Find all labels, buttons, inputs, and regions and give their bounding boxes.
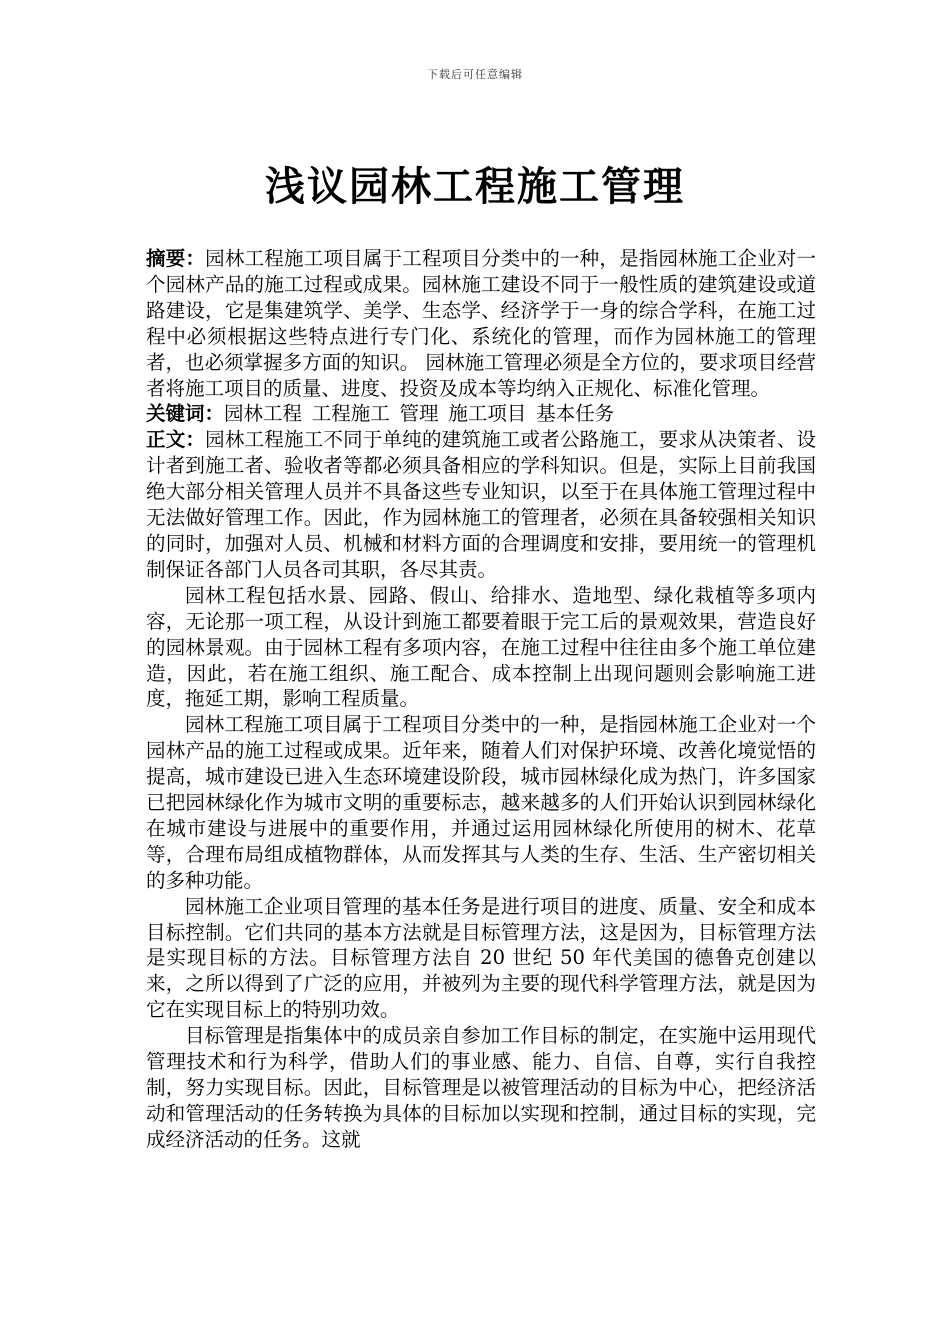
header-note: 下载后可任意编辑 — [427, 68, 523, 81]
keyword-item: 施工项目 — [448, 402, 527, 426]
keyword-item: 基本任务 — [536, 402, 615, 426]
keyword-item: 管理 — [399, 402, 439, 426]
document-body — [146, 246, 816, 1153]
main-first-text: 园林工程施工不同于单纯的建筑施工或者公路施工，要求从决策者、设计者到施工者、验收者等都必须具备相应的学科知识。但是，实际上目前我国绝大部分相关管理人员并不具备这些专业知识，以至于在具体施工管理过程中无法做好管理工作。因此，作为园林施工的管理者，必须在具备较强相关知识的同时，加强对人员、机械和材料方面的合理调度和安排，要用统一的管理机制保证各部门人员各司其职，各尽其责。 — [146, 428, 816, 581]
body-paragraph: 园林施工企业项目管理的基本任务是进行项目的进度、质量、安全和成本目标控制。它们共同的基本方法就是目标管理方法，这是因为，目标管理方法是实现目标的方法。目标管理方法自 20 世纪 50 年代美国的德鲁克创建以来，之所以得到了广泛的应用，并被列为主要的现代科学管理方法，就是因为它在实现目标上的特别功效。 — [146, 894, 816, 1022]
keywords-label: 关键词： — [146, 402, 225, 426]
body-paragraph: 园林工程包括水景、园路、假山、给排水、造地型、绿化栽植等多项内容，无论那一项工程，从设计到施工都要着眼于完工后的景观效果，营造良好的园林景观。由于园林工程有多项内容，在施工过程中往往由多个施工单位建造，因此，若在施工组织、施工配合、成本控制上出现问题则会影响施工进度，拖延工期，影响工程质量。 — [146, 583, 816, 711]
abstract-label: 摘要： — [146, 247, 206, 270]
main-first-paragraph — [146, 427, 816, 582]
keywords-paragraph — [146, 401, 816, 427]
keyword-item: 工程施工 — [311, 402, 390, 426]
document-title: 浅议园林工程施工管理 — [265, 164, 685, 210]
abstract-text: 园林工程施工项目属于工程项目分类中的一种，是指园林施工企业对一个园林产品的施工过程或成果。园林施工建设不同于一般性质的建筑建设或道路建设，它是集建筑学、美学、生态学、经济学于一身的综合学科，在施工过程中必须根据这些特点进行专门化、系统化的管理，而作为园林施工的管理者，也必须掌握多方面的知识。 园林施工管理必须是全方位的，要求项目经营者将施工项目的质量、进度、投资及成本等均纳入正规化、标准化管理。 — [146, 247, 816, 400]
main-label: 正文： — [146, 428, 206, 452]
keyword-item: 园林工程 — [224, 402, 303, 426]
body-paragraph: 园林工程施工项目属于工程项目分类中的一种，是指园林施工企业对一个园林产品的施工过程或成果。近年来，随着人们对保护环境、改善化境觉悟的提高，城市建设已进入生态环境建设阶段，城市园林绿化成为热门，许多国家已把园林绿化作为城市文明的重要标志，越来越多的人们开始认识到园林绿化在城市建设与进展中的重要作用，并通过运用园林绿化所使用的树木、花草等，合理布局组成植物群体，从而发挥其与人类的生存、生活、生产密切相关的多种功能。 — [146, 713, 816, 892]
body-paragraph: 目标管理是指集体中的成员亲自参加工作目标的制定，在实施中运用现代管理技术和行为科学，借助人们的事业感、能力、自信、自尊，实行自我控制，努力实现目标。因此，目标管理是以被管理活动的目标为中心，把经济活动和管理活动的任务转换为具体的目标加以实现和控制，通过目标的实现，完成经济活动的任务。这就 — [146, 1024, 816, 1151]
abstract-paragraph — [146, 246, 816, 401]
